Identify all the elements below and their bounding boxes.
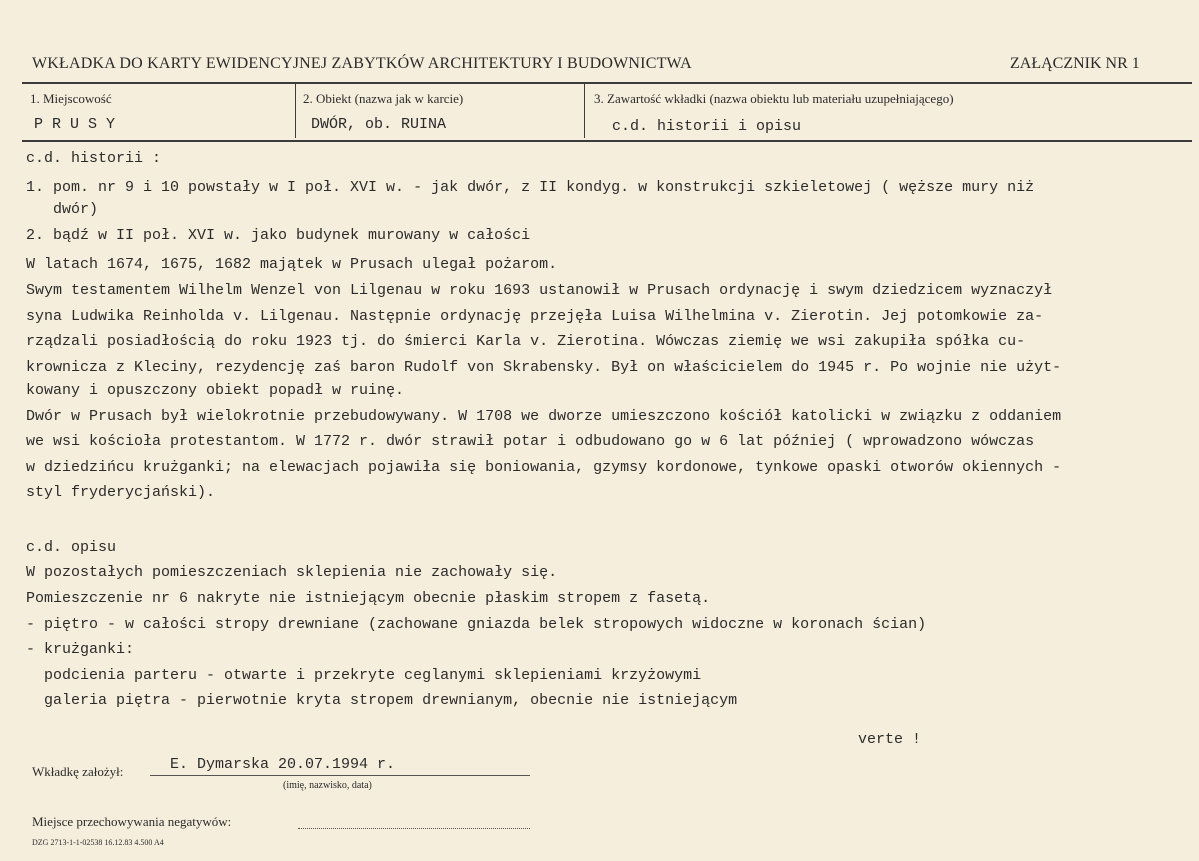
body-line: syna Ludwika Reinholda v. Lilgenau. Następnie ordynację przejęła Luisa Wilhelmina v. Zierotin. Jej potomkowie za- <box>26 308 1044 325</box>
column-divider-2 <box>584 84 585 138</box>
storage-label: Miejsce przechowywania negatywów: <box>32 814 232 829</box>
body-line: we wsi kościoła protestantom. W 1772 r. dwór strawił potar i odbudowano go w 6 lat później ( wprowadzono wówczas <box>26 433 1035 450</box>
body-line: W pozostałych pomieszczeniach sklepienia nie zachowały się. <box>26 564 558 581</box>
place-label: 1. Miejscowość <box>30 91 112 106</box>
body-line: galeria piętra - pierwotnie kryta stropem drewnianym, obecnie nie istniejącym <box>26 692 738 709</box>
body-line: podcienia parteru - otwarte i przekryte ceglanymi sklepieniami krzyżowymi <box>26 667 702 684</box>
body-line: 2. bądź w II poł. XVI w. jako budynek murowany w całości <box>26 227 531 244</box>
body-line: Swym testamentem Wilhelm Wenzel von Lilgenau w roku 1693 ustanowił w Prusach ordynację i swym dziedzicem wyznaczył <box>26 282 1053 299</box>
created-by-underline <box>150 775 530 776</box>
body-line: dwór) <box>26 201 99 218</box>
body-line: - piętro - w całości stropy drewniane (zachowane gniazda belek stropowych widoczne w koronach ścian) <box>26 616 927 633</box>
object-label: 2. Obiekt (nazwa jak w karcie) <box>303 91 464 106</box>
header-rule <box>22 82 1192 84</box>
place-value: P R U S Y <box>34 116 116 133</box>
body-line: w dziedzińcu krużganki; na elewacjach pojawiła się boniowania, gzymsy kordonowe, tynkowe opaski otworów okiennych - <box>26 459 1062 476</box>
content-value: c.d. historii i opisu <box>612 118 802 135</box>
body-line: W latach 1674, 1675, 1682 majątek w Prusach ulegał pożarom. <box>26 256 558 273</box>
content-label: 3. Zawartość wkładki (nazwa obiektu lub materiału uzupełniającego) <box>594 91 954 106</box>
attachment-number: ZAŁĄCZNIK NR 1 <box>1010 55 1140 72</box>
fields-rule <box>22 140 1192 142</box>
created-by-label: Wkładkę założył: <box>32 764 124 779</box>
body-line: krownicza z Kleciny, rezydencję zaś baron Rudolf von Skrabensky. Był on właścicielem do 1945 r. Po wojnie nie użyt- <box>26 359 1062 376</box>
column-divider-1 <box>295 84 296 138</box>
created-by-hint: (imię, nazwisko, data) <box>283 780 372 791</box>
body-line: kowany i opuszczony obiekt popadł w ruinę. <box>26 382 405 399</box>
body-line: - krużganki: <box>26 641 135 658</box>
body-line: c.d. historii : <box>26 150 162 167</box>
body-line: rządzali posiadłością do roku 1923 tj. do śmierci Karla v. Zierotina. Wówczas ziemię we wsi zakupiła spółka cu- <box>26 333 1026 350</box>
object-value: DWÓR, ob. RUINA <box>311 116 447 133</box>
body-line: Dwór w Prusach był wielokrotnie przebudowywany. W 1708 we dworze umieszczono kościół katolicki w związku z oddaniem <box>26 408 1062 425</box>
verte-note: verte ! <box>858 731 922 748</box>
body-line: Pomieszczenie nr 6 nakryte nie istniejącym obecnie płaskim stropem z fasetą. <box>26 590 711 607</box>
body-line: 1. pom. nr 9 i 10 powstały w I poł. XVI w. - jak dwór, z II kondyg. w konstrukcji szkieletowej ( węższe mury niż <box>26 179 1035 196</box>
card-title: WKŁADKA DO KARTY EWIDENCYJNEJ ZABYTKÓW ARCHITEKTURY I BUDOWNICTWA <box>32 55 692 72</box>
storage-underline <box>298 828 530 829</box>
created-by-value: E. Dymarska 20.07.1994 r. <box>170 756 396 773</box>
print-code: DZG 2713-1-1-02538 16.12.83 4.500 A4 <box>32 838 164 847</box>
body-line: styl fryderycjański). <box>26 484 216 501</box>
body-line: c.d. opisu <box>26 539 117 556</box>
